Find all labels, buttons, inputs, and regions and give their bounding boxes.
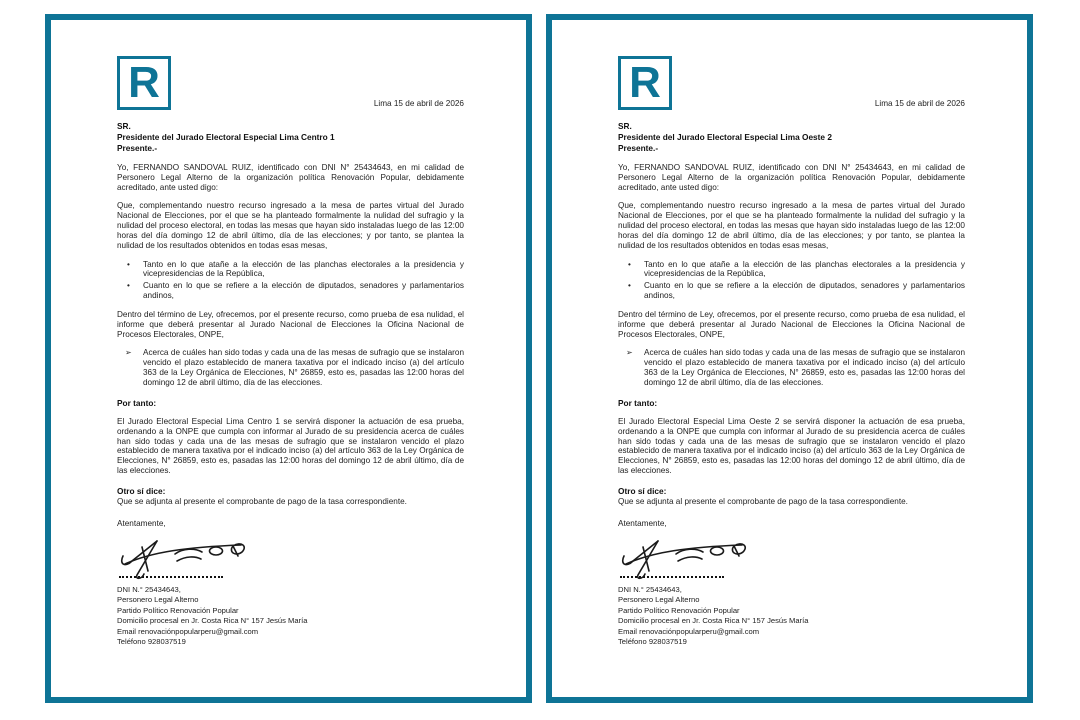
signer-phone: Teléfono 928037519 [117, 637, 186, 647]
por-tanto-paragraph: El Jurado Electoral Especial Lima Oeste 2 se servirá disponer la actuación de esa prueba, ordenando a la ONPE que cumpla con informar al Jurado de su presidencia acerca de cuáles han sido todas y cada una de las mesas de sufragio que se instalaron vencido el plazo establecido de manera taxativa por el indicado inciso (a) del artículo 363 de la Ley Orgánica de Elecciones, N° 26859, esto es, pasadas las 12:00 horas del domingo 12 de abril último, día de las elecciones. [618, 416, 965, 476]
signer-phone: Teléfono 928037519 [618, 637, 687, 647]
signature-dotted-line [620, 576, 724, 578]
addressee-title: Presidente del Jurado Electoral Especial Lima Centro 1 [117, 131, 335, 142]
por-tanto-paragraph: El Jurado Electoral Especial Lima Centro 1 se servirá disponer la actuación de esa prueba, ordenando a la ONPE que cumpla con informar al Jurado de su presidencia acerca de cuáles han sido todas y cada una de las mesas de sufragio que se instalaron vencido el plazo establecido de manera taxativa por el indicado inciso (a) del artículo 363 de la Ley Orgánica de Elecciones, N° 26859, esto es, pasadas las 12:00 horas del domingo 12 de abril último, día de las elecciones. [117, 416, 464, 476]
signature-area [618, 534, 965, 648]
signer-party: Partido Político Renovación Popular [117, 605, 239, 615]
bullet-dot-icon: • [127, 281, 130, 291]
salutation: SR. [117, 121, 131, 131]
salutation: SR. [618, 121, 632, 131]
bullet-dot-icon: • [127, 259, 130, 269]
bullet-dot-icon: • [628, 281, 631, 291]
signer-details [618, 585, 965, 648]
dentro-paragraph: Dentro del término de Ley, ofrecemos, por el presente recurso, como prueba de esa nulidad, el informe que deberá presentar al Jurado Nacional de Elecciones la Oficina Nacional de Procesos Electorales, ONPE, [117, 309, 464, 339]
presente-line: Presente.- [618, 142, 659, 153]
signature-scribble [117, 534, 257, 582]
arrow-bullet-icon: ➢ [626, 348, 633, 358]
signer-dni: DNI N.° 25434643, [117, 584, 181, 594]
bullet-list [117, 260, 464, 301]
intro-paragraph: Yo, FERNANDO SANDOVAL RUIZ, identificado con DNI N° 25434643, en mi calidad de Personero Legal Alterno de la organización política Renovación Popular, debidamente acreditado, ante usted digo: [618, 162, 965, 192]
por-tanto-label: Por tanto: [117, 397, 157, 408]
bullet-text: Cuanto en lo que se refiere a la elección de diputados, senadores y parlamentarios andinos, [143, 281, 464, 301]
signer-address: Domicilio procesal en Jr. Costa Rica N° 157 Jesús María [618, 616, 809, 626]
dentro-paragraph: Dentro del término de Ley, ofrecemos, por el presente recurso, como prueba de esa nulidad, el informe que deberá presentar al Jurado Nacional de Elecciones la Oficina Nacional de Procesos Electorales, ONPE, [618, 309, 965, 339]
arrow-list-item [618, 348, 965, 387]
arrow-item-text: Acerca de cuáles han sido todas y cada una de las mesas de sufragio que se instalaron vencido el plazo establecido de manera taxativa por el indicado inciso (a) del artículo 363 de la Ley Orgánica de Elecciones, N° 26859, esto es, pasadas las 12:00 horas del domingo 12 de abril último, día de las elecciones. [644, 348, 965, 387]
otrosi-label: Otro sí dice: [618, 485, 667, 496]
logo-r-icon: R [629, 58, 661, 107]
signature-area [117, 534, 464, 648]
signer-details [117, 585, 464, 648]
otrosi-paragraph: Que se adjunta al presente el comprobante de pago de la tasa correspondiente. [117, 496, 407, 506]
otrosi-paragraph: Que se adjunta al presente el comprobante de pago de la tasa correspondiente. [618, 496, 908, 506]
addressee-block [618, 121, 965, 154]
letter-page-lima-centro-1 [45, 14, 532, 703]
page-content [552, 20, 1027, 648]
signer-dni: DNI N.° 25434643, [618, 584, 682, 594]
arrow-bullet-icon: ➢ [125, 348, 132, 358]
por-tanto-label: Por tanto: [618, 397, 658, 408]
closing-line: Atentamente, [117, 518, 166, 528]
letter-date: Lima 15 de abril de 2026 [373, 99, 464, 108]
closing-line: Atentamente, [618, 518, 667, 528]
bullet-text: Cuanto en lo que se refiere a la elección de diputados, senadores y parlamentarios andinos, [644, 281, 965, 301]
bullet-text: Tanto en lo que atañe a la elección de las planchas electorales a la presidencia y vicepresidencias de la República, [644, 259, 965, 279]
arrow-list-item [117, 348, 464, 387]
signature-scribble [618, 534, 758, 582]
bullet-list [618, 260, 965, 301]
list-item [117, 260, 464, 280]
signer-role: Personero Legal Alterno [117, 595, 199, 605]
letter-date: Lima 15 de abril de 2026 [874, 99, 965, 108]
signer-email: Email renovaciónpopularperu@gmail.com [117, 626, 259, 636]
addressee-title: Presidente del Jurado Electoral Especial Lima Oeste 2 [618, 131, 832, 142]
header-row [618, 56, 965, 110]
presente-line: Presente.- [117, 142, 158, 153]
que-paragraph: Que, complementando nuestro recurso ingresado a la mesa de partes virtual del Jurado Nacional de Elecciones, por el que se ha planteado formalmente la nulidad del sufragio y la nulidad del proceso electoral, en todas las mesas que hayan sido instaladas luego de las 12:00 horas del día domingo 12 de abril último, día de las elecciones; y por tanto, se plantea la nulidad de los resultados obtenidos en todas esas mesas, [117, 201, 464, 250]
signer-email: Email renovaciónpopularperu@gmail.com [618, 626, 760, 636]
intro-paragraph: Yo, FERNANDO SANDOVAL RUIZ, identificado con DNI N° 25434643, en mi calidad de Personero Legal Alterno de la organización política Renovación Popular, debidamente acreditado, ante usted digo: [117, 162, 464, 192]
list-item [117, 281, 464, 301]
addressee-block [117, 121, 464, 154]
list-item [618, 281, 965, 301]
renovacion-popular-logo [618, 56, 672, 110]
signer-role: Personero Legal Alterno [618, 595, 700, 605]
arrow-item-text: Acerca de cuáles han sido todas y cada una de las mesas de sufragio que se instalaron vencido el plazo establecido de manera taxativa por el indicado inciso (a) del artículo 363 de la Ley Orgánica de Elecciones, N° 26859, esto es, pasadas las 12:00 horas del domingo 12 de abril último, día de las elecciones. [143, 348, 464, 387]
list-item [618, 260, 965, 280]
que-paragraph: Que, complementando nuestro recurso ingresado a la mesa de partes virtual del Jurado Nacional de Elecciones, por el que se ha planteado formalmente la nulidad del sufragio y la nulidad del proceso electoral, en todas las mesas que hayan sido instaladas luego de las 12:00 horas del día domingo 12 de abril último, día de las elecciones; y por tanto, se plantea la nulidad de los resultados obtenidos en todas esas mesas, [618, 201, 965, 250]
signer-address: Domicilio procesal en Jr. Costa Rica N° 157 Jesús María [117, 616, 308, 626]
bullet-dot-icon: • [628, 259, 631, 269]
renovacion-popular-logo [117, 56, 171, 110]
logo-r-icon: R [128, 58, 160, 107]
header-row [117, 56, 464, 110]
page-content [51, 20, 526, 648]
signature-dotted-line [119, 576, 223, 578]
signer-party: Partido Político Renovación Popular [618, 605, 740, 615]
otrosi-label: Otro sí dice: [117, 485, 166, 496]
bullet-text: Tanto en lo que atañe a la elección de las planchas electorales a la presidencia y vicepresidencias de la República, [143, 259, 464, 279]
letter-page-lima-oeste-2 [546, 14, 1033, 703]
